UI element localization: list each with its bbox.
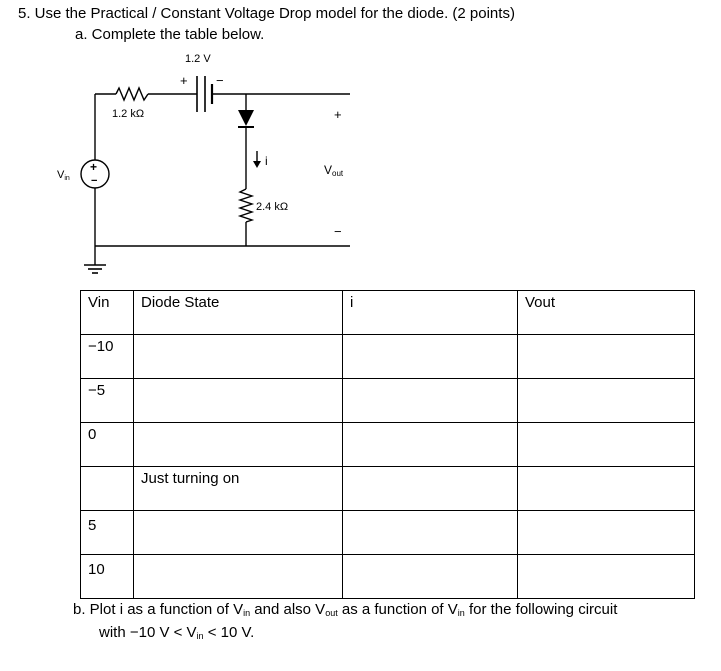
part-b-instruction xyxy=(73,600,617,646)
cell-vout[interactable] xyxy=(518,511,695,555)
cell-vin: 0 xyxy=(81,423,134,467)
source-minus-sign: − xyxy=(91,175,98,187)
diode-triangle xyxy=(238,110,254,126)
header-vout: Vout xyxy=(518,291,695,335)
vout-minus-sign: − xyxy=(334,224,342,239)
cell-vin: −5 xyxy=(81,379,134,423)
table-row xyxy=(81,511,695,555)
header-diode-state: Diode State xyxy=(134,291,343,335)
resistor-2-label: 2.4 kΩ xyxy=(256,201,289,213)
table-row xyxy=(81,379,695,423)
vout-plus-sign: + xyxy=(334,107,342,122)
cell-vout[interactable] xyxy=(518,555,695,599)
cell-vin: −10 xyxy=(81,335,134,379)
cell-diode-state[interactable] xyxy=(134,335,343,379)
table-header-row xyxy=(81,291,695,335)
header-i: i xyxy=(343,291,518,335)
cell-i[interactable] xyxy=(343,467,518,511)
battery-minus-sign: − xyxy=(216,73,224,88)
cell-diode-state: Just turning on xyxy=(134,467,343,511)
question-title: 5. Use the Practical / Constant Voltage Drop model for the diode. (2 points) xyxy=(18,5,515,22)
cell-vin[interactable] xyxy=(81,467,134,511)
source-plus-sign: + xyxy=(90,160,98,174)
vin-label: Vin xyxy=(57,169,70,182)
part-a-instruction: a. Complete the table below. xyxy=(75,26,265,43)
resistor-1-label: 1.2 kΩ xyxy=(112,108,145,120)
vout-label: Vout xyxy=(324,163,344,178)
battery-voltage-label: 1.2 V xyxy=(185,53,211,65)
table-row xyxy=(81,423,695,467)
cell-vin: 5 xyxy=(81,511,134,555)
cell-vout[interactable] xyxy=(518,423,695,467)
cell-vout[interactable] xyxy=(518,467,695,511)
resistor-1-2k-zigzag xyxy=(116,88,148,100)
cell-diode-state[interactable] xyxy=(134,423,343,467)
cell-i[interactable] xyxy=(343,511,518,555)
header-vin: Vin xyxy=(81,291,134,335)
cell-i[interactable] xyxy=(343,555,518,599)
circuit-diagram xyxy=(0,0,721,290)
cell-i[interactable] xyxy=(343,379,518,423)
table-row xyxy=(81,335,695,379)
answer-table xyxy=(80,290,695,599)
cell-vout[interactable] xyxy=(518,335,695,379)
part-b-line-2: with −10 $V < V_{in} < 10$ V. xyxy=(99,624,255,641)
cell-diode-state[interactable] xyxy=(134,379,343,423)
resistor-2-2k4-zigzag xyxy=(240,189,252,222)
current-arrow-head xyxy=(253,161,261,168)
part-b-line-1: b. Plot i as a function of $V_{in}$ and also $V_{out}$ as a function of $V_{in}$ for the following circuit xyxy=(73,601,618,618)
cell-diode-state[interactable] xyxy=(134,511,343,555)
battery-plus-sign: + xyxy=(180,73,188,88)
cell-i[interactable] xyxy=(343,423,518,467)
cell-diode-state[interactable] xyxy=(134,555,343,599)
table-row xyxy=(81,555,695,599)
cell-vin: 10 xyxy=(81,555,134,599)
current-label: i xyxy=(265,154,268,168)
cell-i[interactable] xyxy=(343,335,518,379)
table-row xyxy=(81,467,695,511)
cell-vout[interactable] xyxy=(518,379,695,423)
